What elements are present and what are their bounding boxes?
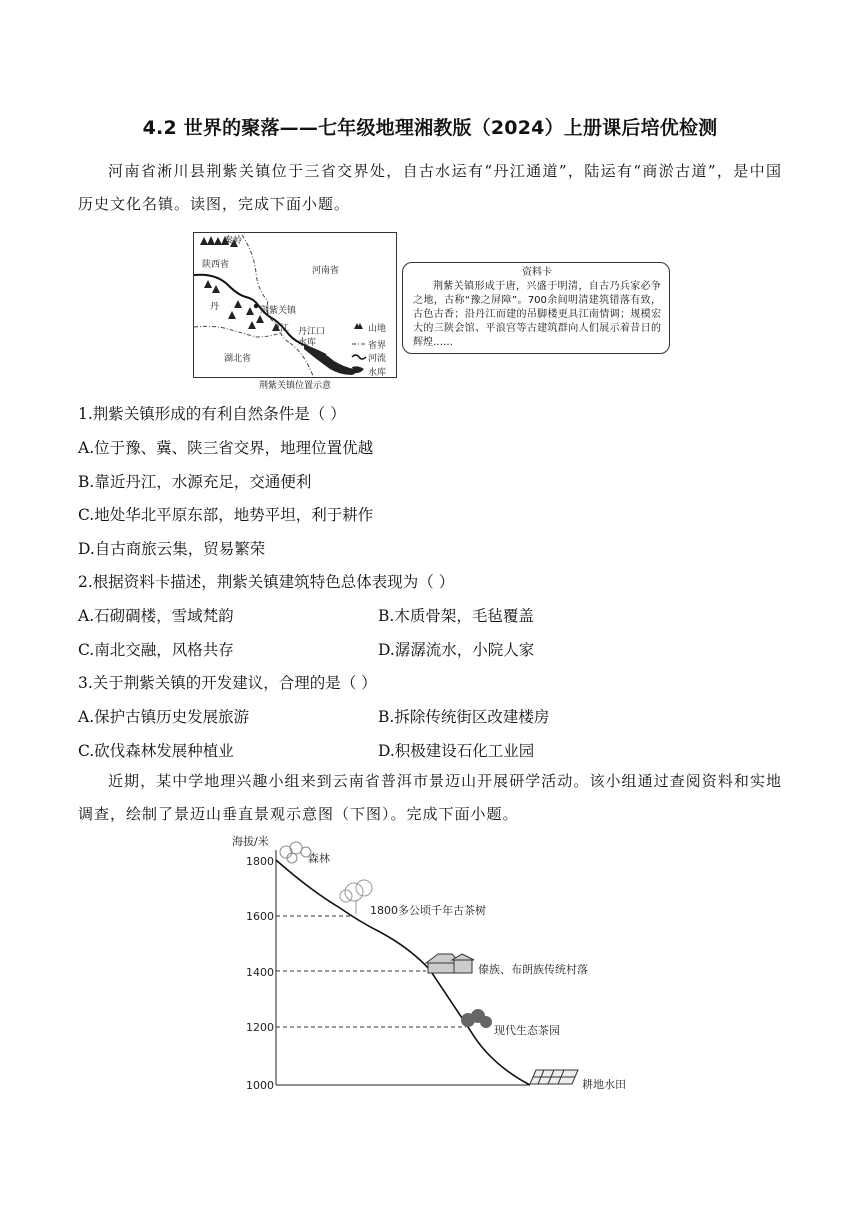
question-2-option-b[interactable]: B.木质骨架，毛毡覆盖 <box>378 607 534 625</box>
location-map <box>193 232 397 378</box>
map-label-shaanxi: 陕西省 <box>202 260 230 270</box>
question-3-option-b[interactable]: B.拆除传统街区改建楼房 <box>378 708 550 726</box>
legend-label-border: 省界 <box>368 341 387 351</box>
map-label-reservoir: 丹江口水库 <box>298 327 326 348</box>
passage-1: 河南省淅川县荆紫关镇位于三省交界处，自古水运有“丹江通道”，陆运有“商淤古道”，是中国历史文化名镇。读图，完成下面小题。 <box>78 162 782 213</box>
zone-tea-garden: 现代生态茶园 <box>494 1024 560 1037</box>
map-label-town: 荆紫关镇 <box>260 306 297 316</box>
question-1-option-a[interactable]: A.位于豫、冀、陕三省交界，地理位置优越 <box>78 439 374 457</box>
question-1-stem: 1.荆紫关镇形成的有利自然条件是（ ） <box>78 405 346 423</box>
zone-ancient-tea: 1800多公顷千年古茶树 <box>370 904 486 917</box>
tick-1400: 1400 <box>246 966 274 979</box>
info-card <box>402 262 670 354</box>
tick-1600: 1600 <box>246 910 274 923</box>
legend-label-reservoir: 水库 <box>368 368 387 378</box>
map-label-qinling: 秦岭 <box>224 236 243 246</box>
question-2-stem: 2.根据资料卡描述，荆紫关镇建筑特色总体表现为（ ） <box>78 573 455 591</box>
question-1-option-d[interactable]: D.自古商旅云集，贸易繁荣 <box>78 540 266 558</box>
info-card-title: 资料卡 <box>522 267 552 278</box>
question-3-option-c[interactable]: C.砍伐森林发展种植业 <box>78 742 234 760</box>
question-3-option-a[interactable]: A.保护古镇历史发展旅游 <box>78 708 250 726</box>
question-2-option-d[interactable]: D.潺潺流水，小院人家 <box>378 641 535 659</box>
tick-1200: 1200 <box>246 1021 274 1034</box>
legend-label-mountain: 山地 <box>368 324 387 334</box>
vertical-landscape-profile <box>230 830 650 1095</box>
question-2-option-c[interactable]: C.南北交融，风格共存 <box>78 641 234 659</box>
question-3-stem: 3.关于荆紫关镇的开发建议，合理的是（ ） <box>78 674 377 692</box>
passage-2: 近期，某中学地理兴趣小组来到云南省普洱市景迈山开展研学活动。该小组通过查阅资料和实地调查，绘制了景迈山垂直景观示意图（下图）。完成下面小题。 <box>78 772 782 823</box>
map-caption: 荆紫关镇位置示意 <box>258 381 331 391</box>
question-1-option-b[interactable]: B.靠近丹江，水源充足，交通便利 <box>78 473 312 491</box>
map-label-henan: 河南省 <box>312 266 340 276</box>
question-2-option-a[interactable]: A.石砌碉楼，雪域梵韵 <box>78 607 234 625</box>
question-3-option-d[interactable]: D.积极建设石化工业园 <box>378 742 535 760</box>
tick-1000: 1000 <box>246 1079 274 1092</box>
page-title: 4.2 世界的聚落——七年级地理湘教版（2024）上册课后培优检测 <box>142 117 718 139</box>
zone-paddy: 耕地水田 <box>582 1078 626 1091</box>
tick-1800: 1800 <box>246 855 274 868</box>
zone-forest: 森林 <box>308 852 330 865</box>
legend-label-river: 河流 <box>368 354 387 364</box>
map-label-jiang: 江 <box>280 324 290 334</box>
info-card-body: 荆紫关镇形成于唐，兴盛于明清，自古乃兵家必争之地，古称“豫之屏障”。700余间明清建筑错落有致，古色古香；沿丹江而建的吊脚楼更具江南情调；规模宏大的三陕会馆、平浪宫等古建筑群向人们展示着昔日的辉煌…… <box>413 281 661 348</box>
map-label-dan: 丹 <box>210 302 220 312</box>
question-1-option-c[interactable]: C.地处华北平原东部，地势平坦，利于耕作 <box>78 506 374 524</box>
map-label-hubei: 湖北省 <box>224 354 252 364</box>
zone-village: 傣族、布朗族传统村落 <box>478 963 588 976</box>
profile-ylabel: 海拔/米 <box>232 835 269 848</box>
